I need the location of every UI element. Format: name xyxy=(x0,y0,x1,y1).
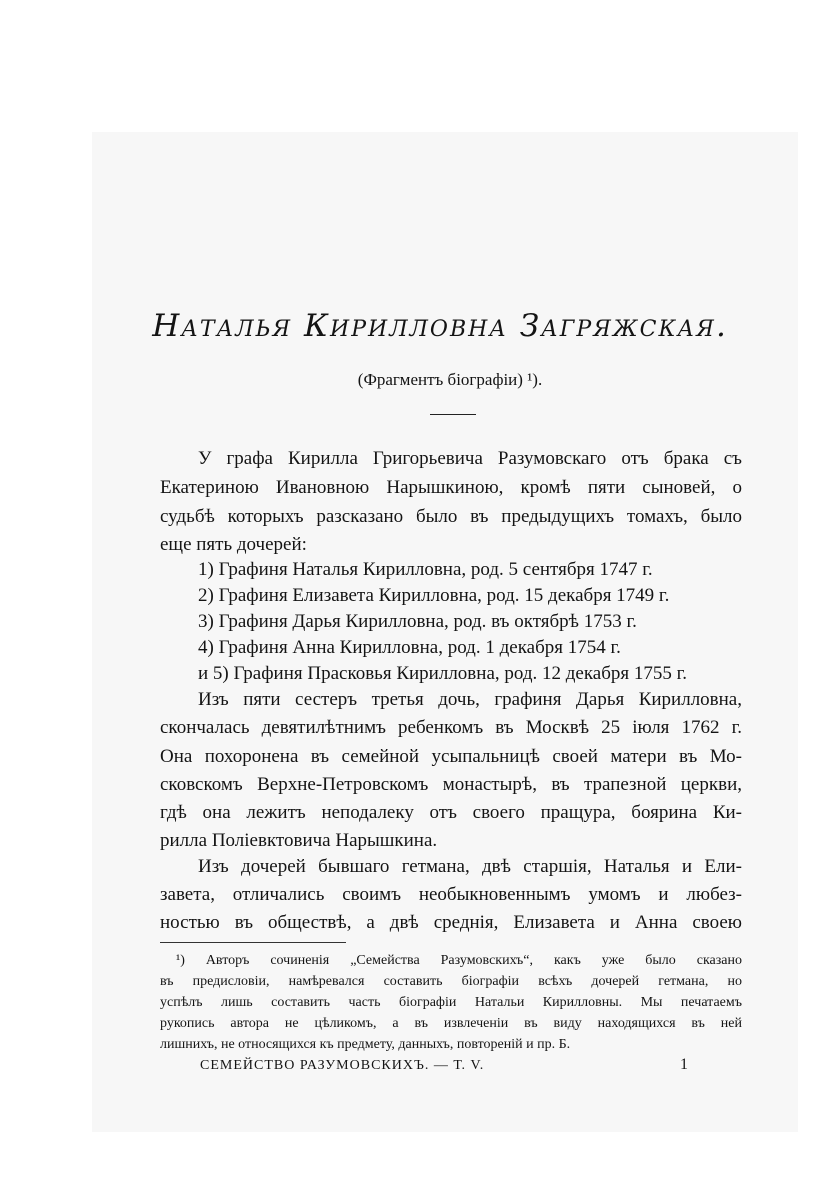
list-item: 2) Графиня Елизавета Кирилловна, род. 15 декабря 1749 г. xyxy=(198,585,670,606)
page-subtitle: (Фрагментъ біографіи) ¹). xyxy=(357,370,543,389)
list-item: 1) Графиня Наталья Кирилловна, род. 5 сентября 1747 г. xyxy=(198,559,653,580)
body-line: Изъ дочерей бывшаго гетмана, двѣ старшія, Наталья и Ели- xyxy=(198,856,742,877)
footnote-line: успѣлъ лишь составить часть біографіи Натальи Кирилловны. Мы печатаемъ xyxy=(160,995,742,1010)
body-line: Екатериною Ивановною Нарышкиною, кромѣ пяти сыновей, о xyxy=(160,477,742,498)
page-title: Наталья Кирилловна Загряжская. xyxy=(152,308,728,344)
list-item: 4) Графиня Анна Кирилловна, род. 1 декабря 1754 г. xyxy=(198,637,621,658)
body-line: рилла Поліевктовича Нарышкина. xyxy=(160,830,438,851)
list-item: 3) Графиня Дарья Кирилловна, род. въ октябрѣ 1753 г. xyxy=(198,611,637,632)
footnote-line: рукопись автора не цѣликомъ, а въ извлеченіи въ виду находящихся въ ней xyxy=(160,1016,742,1031)
body-line: Изъ пяти сестеръ третья дочь, графиня Дарья Кирилловна, xyxy=(198,689,742,710)
body-line: У графа Кирилла Григорьевича Разумовскаго отъ брака съ xyxy=(198,448,742,469)
signature-mark: СЕМЕЙСТВО РАЗУМОВСКИХЪ. — Т. V. xyxy=(200,1058,485,1073)
body-line: сковскомъ Верхне-Петровскомъ монастырѣ, въ трапезной церкви, xyxy=(160,774,742,795)
list-item: и 5) Графиня Прасковья Кирилловна, род. 12 декабря 1755 г. xyxy=(198,663,688,684)
title-divider xyxy=(430,414,476,415)
body-line: гдѣ она лежитъ неподалеку отъ своего пращура, боярина Ки- xyxy=(160,802,742,823)
body-line: Она похоронена въ семейной усыпальницѣ своей матери въ Мо- xyxy=(160,746,742,767)
body-line: ностью въ обществѣ, а двѣ среднія, Елизавета и Анна своею xyxy=(160,912,742,933)
page-number: 1 xyxy=(680,1056,688,1073)
body-line: скончалась девятилѣтнимъ ребенкомъ въ Москвѣ 25 іюля 1762 г. xyxy=(160,717,742,738)
footnote-line: ¹) Авторъ сочиненія „Семейства Разумовскихъ“, какъ уже было сказано xyxy=(176,953,742,968)
footnote-line: въ предисловіи, намѣревался составить біографіи всѣхъ дочерей гетмана, но xyxy=(160,974,742,989)
body-line: судьбѣ которыхъ разсказано было въ предыдущихъ томахъ, было xyxy=(160,506,742,527)
footnote-line: лишнихъ, не относящихся къ предмету, данныхъ, повтореній и пр. Б. xyxy=(160,1037,571,1052)
body-line: завета, отличались своимъ необыкновеннымъ умомъ и любез- xyxy=(160,884,742,905)
body-line: еще пять дочерей: xyxy=(160,534,307,555)
footnote-divider xyxy=(160,942,346,943)
